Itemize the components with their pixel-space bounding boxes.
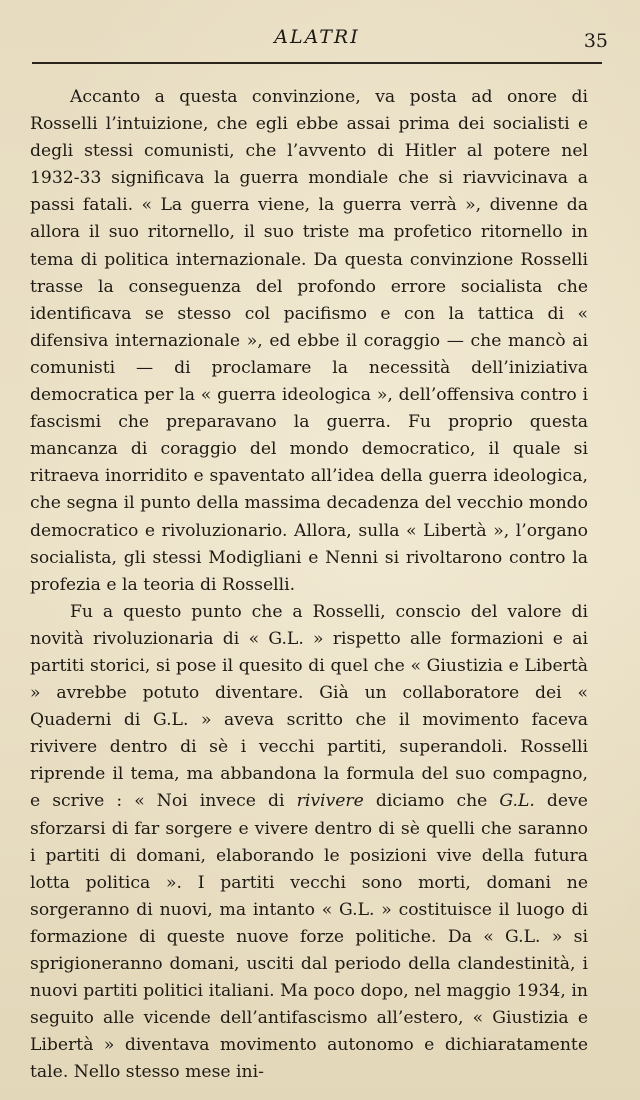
paragraph-2-text-end: deve sforzarsi di far sorgere e vivere dentro di sè quelli che saranno i partiti di domani, elaborando le posizioni vive della futura lotta politica ». I partiti vecchi sono morti, domani ne sorgeranno di nuovi, ma intanto « G.L. » costituisce il luogo di formazione di queste nuove forze politiche. Da « G.L. » si sprigioneranno domani, usciti dal periodo della clandestinità, i nuovi partiti politici italiani. Ma poco dopo, nel maggio 1934, in seguito alle vicende dell’antifascismo all’estero, « Giustizia e Libertà » diventava movimento autonomo e dichiaratamente tale. Nello stesso mese ini-	[30, 791, 588, 1083]
paragraph-2-text-start: Fu a questo punto che a Rosselli, conscio del valore di novità rivoluzionaria di « G.L. » rispetto alle formazioni e ai partiti storici, si pose il quesito di quel che « Giustizia e Libertà » avrebbe potuto diventare. Già un collaboratore dei « Quaderni di G.L. » aveva scritto che il movimento faceva rivivere dentro di sè i vecchi partiti, superandoli. Rosselli riprende il tema, ma abbandona la formula del suo compagno, e scrive : « Noi invece di	[30, 601, 588, 812]
running-header	[32, 22, 608, 64]
paragraph-2	[30, 599, 588, 1087]
body-text	[30, 84, 588, 1086]
italic-word-rivivere: rivivere	[296, 791, 364, 812]
paragraph-1	[30, 84, 588, 599]
page-number: 35	[583, 30, 608, 52]
italic-abbrev-gl: G.L.	[499, 791, 535, 812]
paragraph-2-text-middle: diciamo che	[363, 791, 500, 812]
paragraph-1-text: Accanto a questa convinzione, va posta ad onore di Rosselli l’intuizione, che egli ebbe assai prima dei socialisti e degli stessi comunisti, che l’avvento di Hitler al potere nel 1932-33 significava la guerra mondiale che si riavvicinava a passi fatali. « La guerra viene, la guerra verrà », divenne da allora il suo ritornello, il suo triste ma profetico ritornello in tema di politica internazionale. Da questa convinzione Rosselli trasse la conseguenza del profondo errore socialista che identificava se stesso col pacifismo e con la tattica di « difensiva internazionale », ed ebbe il coraggio — che mancò ai comunisti — di proclamare la necessità dell’iniziativa democratica per la « guerra ideologica », dell’offensiva contro i fascismi che preparavano la guerra. Fu proprio questa mancanza di coraggio del mondo democratico, il quale si ritraeva inorridito e spaventato all’idea della guerra ideologica, che segna il punto della massima decadenza del vecchio mondo democratico e rivoluzionario. Allora, sulla « Libertà », l’organo socialista, gli stessi Modigliani e Nenni si rivoltarono contro la profezia e la teoria di Rosselli.	[30, 87, 588, 595]
running-title: ALATRI	[274, 26, 360, 48]
